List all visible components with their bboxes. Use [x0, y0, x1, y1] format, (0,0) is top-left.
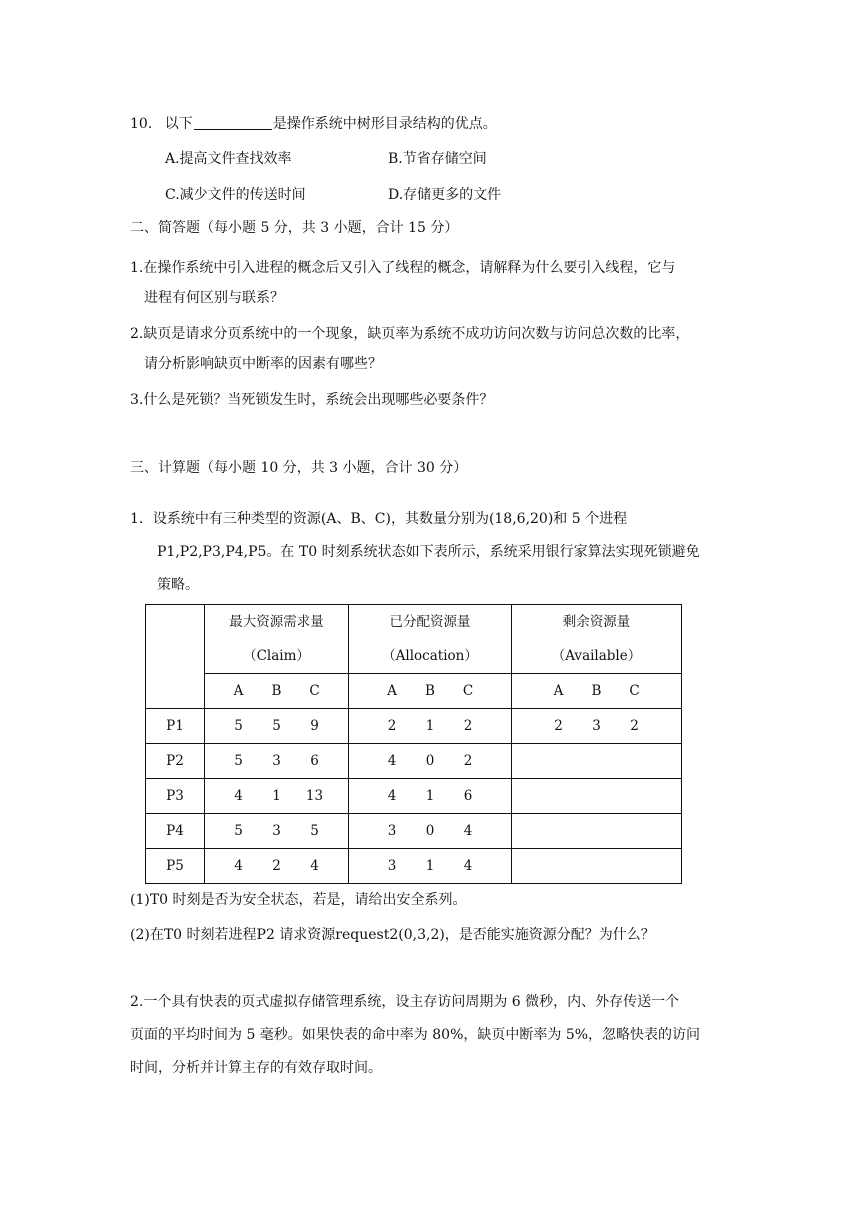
- avail-title: 剩余资源量: [562, 614, 631, 630]
- table-row: [146, 849, 682, 884]
- claim-value: 9: [310, 718, 319, 734]
- avail-value: 3: [592, 718, 601, 734]
- s3-q1-line3: 策略。: [157, 577, 199, 593]
- col-label: C: [309, 683, 320, 699]
- claim-value: 2: [272, 858, 281, 874]
- section-2-title: 二、简答题（每小题 5 分，共 3 小题，合计 15 分）: [130, 220, 459, 236]
- table-row: [146, 709, 682, 744]
- question-number: 10.: [130, 116, 153, 132]
- header-claim: [205, 605, 349, 674]
- s2-q2-line2: 请分析影响缺页中断率的因素有哪些？: [144, 356, 382, 372]
- header-available: [512, 605, 682, 674]
- option-c: C.减少文件的传送时间: [165, 187, 306, 203]
- claim-value: 3: [272, 823, 281, 839]
- claim-value: 5: [234, 753, 243, 769]
- claim-value: 1: [272, 788, 281, 804]
- table-abc-row: [146, 674, 682, 709]
- alloc-cols: [349, 674, 512, 709]
- claim-value: 4: [310, 858, 319, 874]
- claim-value: 5: [234, 718, 243, 734]
- process-cell: P3: [146, 779, 205, 814]
- claim-value: 13: [305, 788, 324, 804]
- claim-cell: [205, 849, 349, 884]
- alloc-value: 4: [463, 858, 473, 874]
- table-row: [146, 814, 682, 849]
- claim-value: 5: [234, 823, 243, 839]
- alloc-value: 2: [463, 718, 473, 734]
- table-body: [146, 709, 682, 884]
- avail-cols: [512, 674, 682, 709]
- alloc-value: 4: [387, 753, 397, 769]
- alloc-value: 3: [387, 823, 397, 839]
- s2-q3: 3.什么是死锁？当死锁发生时，系统会出现哪些必要条件？: [130, 392, 494, 408]
- alloc-value: 1: [425, 718, 435, 734]
- table-row: [146, 779, 682, 814]
- alloc-value: 4: [387, 788, 397, 804]
- claim-value: 4: [234, 858, 243, 874]
- alloc-value: 4: [463, 823, 473, 839]
- alloc-sub: （Allocation）: [382, 648, 478, 664]
- claim-title: 最大资源需求量: [229, 614, 324, 630]
- option-b: B.节省存储空间: [388, 151, 487, 167]
- alloc-cell: [349, 744, 512, 779]
- alloc-value: 1: [425, 788, 435, 804]
- alloc-value: 0: [425, 823, 435, 839]
- question-text-before: 以下: [164, 116, 193, 132]
- s3-q2-line2: 页面的平均时间为 5 毫秒。如果快表的命中率为 80%，缺页中断率为 5%，忽略快表的访问: [130, 1027, 701, 1043]
- avail-value: 2: [554, 718, 563, 734]
- header-empty-cell: [146, 605, 205, 709]
- alloc-title: 已分配资源量: [389, 614, 471, 630]
- process-cell: P2: [146, 744, 205, 779]
- table-row: [146, 744, 682, 779]
- claim-value: 3: [272, 753, 281, 769]
- col-label: A: [553, 683, 564, 699]
- claim-cell: [205, 709, 349, 744]
- avail-cell: [512, 849, 682, 884]
- process-cell: P4: [146, 814, 205, 849]
- claim-cell: [205, 744, 349, 779]
- s3-sub1: (1)T0 时刻是否为安全状态，若是，请给出安全系列。: [130, 892, 467, 908]
- answer-blank[interactable]: [194, 115, 272, 130]
- section-3-title: 三、计算题（每小题 10 分，共 3 小题，合计 30 分）: [130, 460, 468, 476]
- header-allocation: [349, 605, 512, 674]
- col-label: B: [271, 683, 282, 699]
- question-10: [130, 114, 497, 134]
- s2-q1-line2: 进程有何区别与联系？: [144, 290, 284, 306]
- avail-cell: [512, 744, 682, 779]
- claim-cell: [205, 814, 349, 849]
- s2-q2-line1: 2.缺页是请求分页系统中的一个现象，缺页率为系统不成功访问次数与访问总次数的比率，: [130, 326, 690, 342]
- claim-value: 5: [272, 718, 281, 734]
- alloc-cell: [349, 849, 512, 884]
- s3-q2-line1: 2.一个具有快表的页式虚拟存储管理系统，设主存访问周期为 6 微秒，内、外存传送一个: [130, 994, 680, 1010]
- col-label: B: [591, 683, 602, 699]
- col-label: C: [629, 683, 640, 699]
- alloc-cell: [349, 709, 512, 744]
- alloc-value: 3: [387, 858, 397, 874]
- resource-table: [145, 604, 682, 884]
- alloc-value: 2: [463, 753, 473, 769]
- claim-cell: [205, 779, 349, 814]
- s2-q1-line1: 1.在操作系统中引入进程的概念后又引入了线程的概念，请解释为什么要引入线程，它与: [130, 260, 676, 276]
- claim-value: 5: [310, 823, 319, 839]
- option-a: A.提高文件查找效率: [165, 151, 292, 167]
- s3-q2-line3: 时间，分析并计算主存的有效存取时间。: [130, 1060, 382, 1076]
- claim-value: 4: [234, 788, 243, 804]
- col-label: A: [233, 683, 244, 699]
- avail-cell: [512, 814, 682, 849]
- process-cell: P1: [146, 709, 205, 744]
- avail-cell: [512, 779, 682, 814]
- option-d: D.存储更多的文件: [388, 187, 502, 203]
- s3-q1-line2: P1,P2,P3,P4,P5。在 T0 时刻系统状态如下表所示，系统采用银行家算法实现死锁避免: [157, 544, 700, 560]
- avail-cell: [512, 709, 682, 744]
- s3-q1-line1: 1．设系统中有三种类型的资源(A、B、C)，其数量分别为(18,6,20)和 5 个进程: [130, 511, 628, 527]
- alloc-value: 0: [425, 753, 435, 769]
- alloc-value: 6: [463, 788, 473, 804]
- process-cell: P5: [146, 849, 205, 884]
- col-label: B: [425, 683, 435, 699]
- s3-sub2: (2)在T0 时刻若进程P2 请求资源request2(0,3,2)，是否能实施资源分配？为什么？: [130, 927, 655, 943]
- avail-value: 2: [630, 718, 639, 734]
- alloc-value: 2: [387, 718, 397, 734]
- question-text-after: 是操作系统中树形目录结构的优点。: [272, 116, 497, 132]
- col-label: C: [462, 683, 474, 699]
- table-header-row: [146, 605, 682, 674]
- avail-sub: （Available）: [551, 648, 642, 664]
- col-label: A: [387, 683, 397, 699]
- alloc-cell: [349, 814, 512, 849]
- alloc-cell: [349, 779, 512, 814]
- claim-cols: [205, 674, 349, 709]
- alloc-value: 1: [425, 858, 435, 874]
- claim-value: 6: [310, 753, 319, 769]
- claim-sub: （Claim）: [243, 648, 310, 664]
